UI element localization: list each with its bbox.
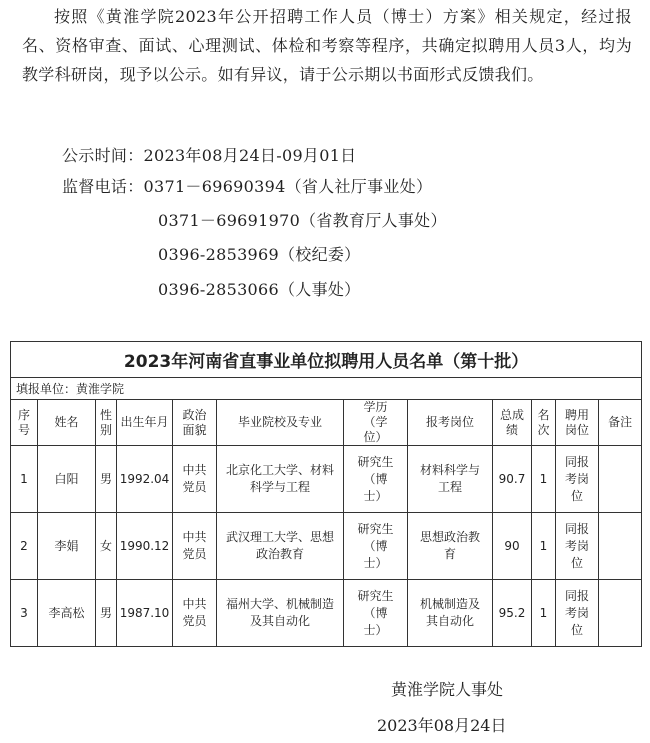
cell-seq: 2 (11, 513, 38, 580)
cell-remark (599, 446, 642, 513)
cell-name: 白阳 (38, 446, 96, 513)
cell-remark (599, 513, 642, 580)
notice-paragraph: 按照《黄淮学院2023年公开招聘工作人员（博士）方案》相关规定，经过报名、资格审查、面试、心理测试、体检和考察等程序，共确定拟聘用人员3人，均为教学科研岗，现予以公示。如有异议，请于公示期以书面形式反馈我们。 (22, 7, 632, 84)
cell-name: 李娟 (38, 513, 96, 580)
cell-score: 90 (493, 513, 532, 580)
cell-political: 中共党员 (173, 513, 217, 580)
cell-degree: 研究生（博士） (344, 446, 408, 513)
cell-rank: 1 (532, 446, 556, 513)
col-header-position: 报考岗位 (408, 400, 493, 446)
cell-school-major: 北京化工大学、材料科学与工程 (217, 446, 344, 513)
col-header-remark: 备注 (599, 400, 642, 446)
phone-line-4: 0396-2853066（人事处） (158, 280, 361, 299)
cell-rank: 1 (532, 580, 556, 647)
col-header-name: 姓名 (38, 400, 96, 446)
col-header-rank: 名次 (532, 400, 556, 446)
notice-period (62, 146, 356, 166)
cell-birth: 1987.10 (117, 580, 173, 647)
phone-number: 0371－69690394（省人社厅事业处） (143, 177, 433, 196)
cell-hire-position: 同报考岗位 (556, 580, 599, 647)
col-header-political: 政治面貌 (173, 400, 217, 446)
cell-birth: 1990.12 (117, 513, 173, 580)
cell-name: 李高松 (38, 580, 96, 647)
col-header-birth: 出生年月 (117, 400, 173, 446)
cell-degree: 研究生（博士） (344, 513, 408, 580)
phone-line-3: 0396-2853969（校纪委） (158, 245, 361, 264)
hire-list-table (10, 341, 642, 647)
cell-position: 材料科学与工程 (408, 446, 493, 513)
table-row (11, 513, 642, 580)
table-header-row (11, 400, 642, 446)
cell-political: 中共党员 (173, 446, 217, 513)
signature-date: 2023年08月24日 (377, 716, 507, 735)
cell-remark (599, 580, 642, 647)
cell-position: 思想政治教育 (408, 513, 493, 580)
cell-score: 95.2 (493, 580, 532, 647)
col-header-hire-position: 聘用岗位 (556, 400, 599, 446)
table-row (11, 580, 642, 647)
cell-school-major: 武汉理工大学、思想政治教育 (217, 513, 344, 580)
table-row (11, 446, 642, 513)
cell-rank: 1 (532, 513, 556, 580)
cell-seq: 1 (11, 446, 38, 513)
cell-position: 机械制造及其自动化 (408, 580, 493, 647)
phone-line-2: 0371－69691970（省教育厅人事处） (158, 211, 447, 230)
cell-gender: 男 (96, 580, 117, 647)
signature-org: 黄淮学院人事处 (391, 680, 504, 699)
phone-label: 监督电话： (62, 177, 144, 196)
col-header-seq: 序号 (11, 400, 38, 446)
table-title: 2023年河南省直事业单位拟聘用人员名单（第十批） (11, 342, 642, 378)
col-header-score: 总成绩 (493, 400, 532, 446)
cell-birth: 1992.04 (117, 446, 173, 513)
cell-hire-position: 同报考岗位 (556, 446, 599, 513)
col-header-degree: 学历（学位） (344, 400, 408, 446)
cell-score: 90.7 (493, 446, 532, 513)
reporting-unit: 填报单位：黄淮学院 (11, 378, 642, 400)
cell-political: 中共党员 (173, 580, 217, 647)
col-header-gender: 性别 (96, 400, 117, 446)
cell-gender: 男 (96, 446, 117, 513)
phone-line-1 (62, 177, 432, 197)
period-value: 2023年08月24日-09月01日 (143, 146, 357, 165)
period-label: 公示时间： (62, 146, 144, 165)
cell-seq: 3 (11, 580, 38, 647)
cell-school-major: 福州大学、机械制造及其自动化 (217, 580, 344, 647)
col-header-school-major: 毕业院校及专业 (217, 400, 344, 446)
cell-gender: 女 (96, 513, 117, 580)
cell-degree: 研究生（博士） (344, 580, 408, 647)
cell-hire-position: 同报考岗位 (556, 513, 599, 580)
